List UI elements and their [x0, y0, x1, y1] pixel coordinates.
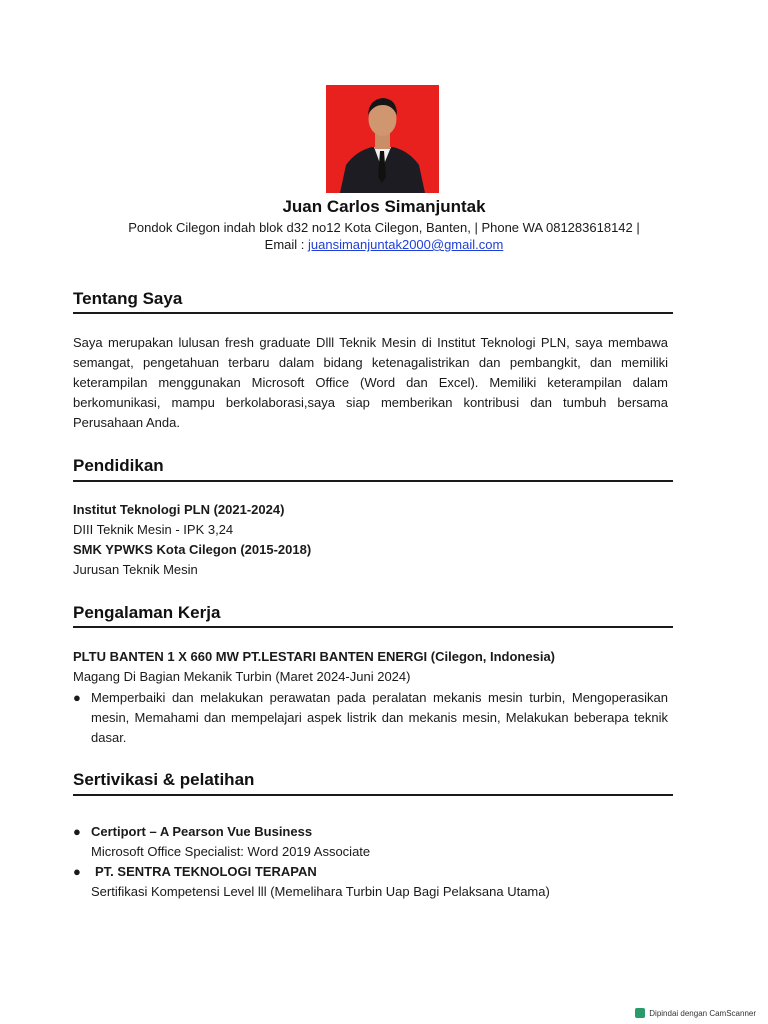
section-title-experience: Pengalaman Kerja: [73, 603, 221, 622]
section-divider: [73, 626, 673, 628]
certification-item: [73, 822, 668, 842]
section-divider: [73, 794, 673, 796]
bullet-icon: ●: [73, 824, 81, 839]
scanner-watermark: [635, 1008, 756, 1018]
education-detail: DIII Teknik Mesin - IPK 3,24: [73, 522, 234, 537]
profile-photo: [326, 85, 439, 193]
education-school: SMK YPWKS Kota Cilegon (2015-2018): [73, 542, 312, 557]
email-label: Email :: [264, 237, 305, 252]
candidate-name: Juan Carlos Simanjuntak: [282, 197, 486, 216]
section-title-about: Tentang Saya: [73, 289, 183, 308]
experience-bullet-text: Memperbaiki dan melakukan perawatan pada peralatan mekanis mesin turbin, Mengoperasikan mesin, Memahami dan mempelajari aspek listrik dan mekanis mesin, Melakukan beberapa teknik dasar.: [91, 690, 668, 745]
section-divider: [73, 480, 673, 482]
education-detail: Jurusan Teknik Mesin: [73, 562, 198, 577]
education-school: Institut Teknologi PLN (2021-2024): [73, 502, 285, 517]
experience-bullet: [73, 688, 668, 748]
about-text: Saya merupakan lulusan fresh graduate Dlll Teknik Mesin di Institut Teknologi PLN, saya membawa semangat, pengetahuan terbaru dalam bidang ketenagalistrikan dan pembangkit, dan memiliki keterampilan menggunakan Microsoft Office (Word dan Excel). Memiliki keterampilan dalam berkomunikasi, mampu berkolaborasi,saya siap memberikan kontribusi dan tumbuh bersama Perusahaan Anda.: [73, 335, 668, 430]
bullet-icon: ●: [73, 864, 81, 879]
scanner-text: Dipindai dengan CamScanner: [649, 1008, 756, 1018]
section-title-certification: Sertivikasi & pelatihan: [73, 770, 255, 789]
experience-role: Magang Di Bagian Mekanik Turbin (Maret 2024-Juni 2024): [73, 669, 411, 684]
section-divider: [73, 312, 673, 314]
email-link[interactable]: juansimanjuntak2000@gmail.com: [308, 237, 504, 252]
section-title-education: Pendidikan: [73, 456, 164, 475]
certification-issuer: PT. SENTRA TEKNOLOGI TERAPAN: [95, 864, 317, 879]
certification-issuer: Certiport – A Pearson Vue Business: [91, 824, 313, 839]
email-line: [0, 237, 768, 252]
experience-company: PLTU BANTEN 1 X 660 MW PT.LESTARI BANTEN ENERGI (Cilegon, Indonesia): [73, 649, 555, 664]
certification-detail: Sertifikasi Kompetensi Level lll (Memelihara Turbin Uap Bagi Pelaksana Utama): [91, 884, 550, 899]
camscanner-icon: [635, 1008, 645, 1018]
certification-item: [73, 862, 668, 882]
bullet-icon: ●: [73, 690, 81, 705]
certification-detail: Microsoft Office Specialist: Word 2019 Associate: [91, 844, 371, 859]
address-line: Pondok Cilegon indah blok d32 no12 Kota Cilegon, Banten, | Phone WA 081283618142 |: [128, 220, 640, 235]
